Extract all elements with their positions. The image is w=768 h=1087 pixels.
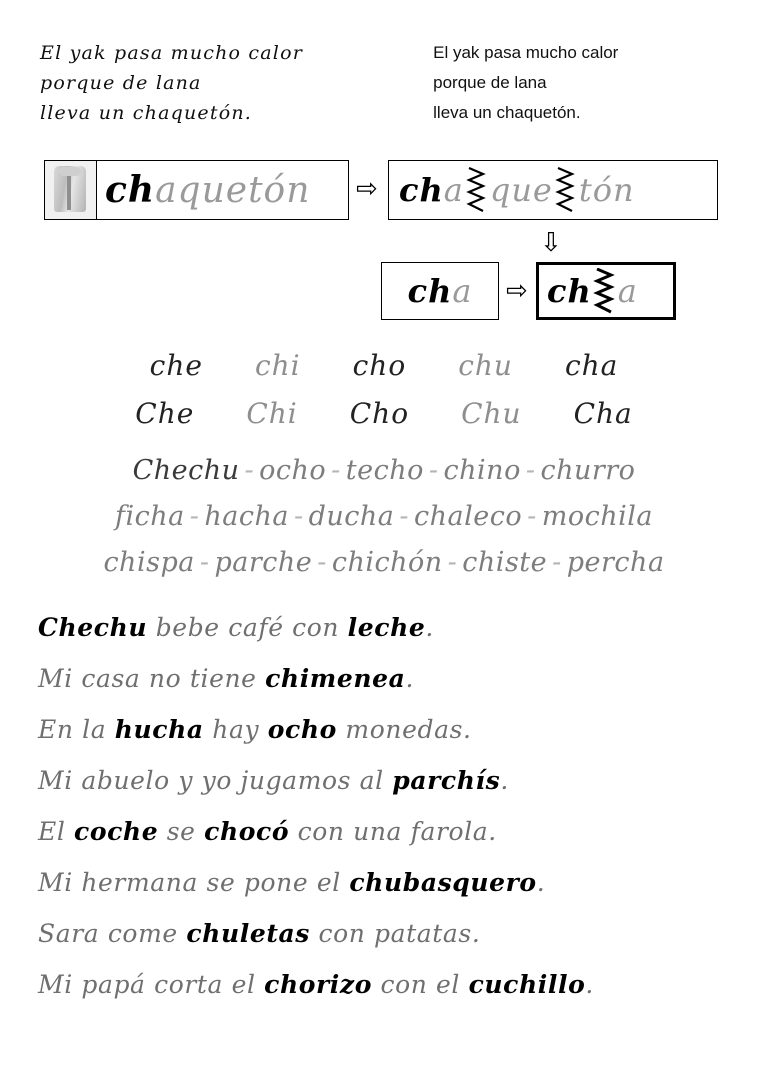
split-part1-bold: ch: [399, 171, 444, 209]
sentence-line: [38, 959, 768, 1010]
sentence-text: .: [536, 868, 546, 897]
sentence-text: Mi hermana se pone el: [38, 868, 350, 897]
syllable-lower-2: cho: [352, 349, 407, 382]
syllable-upper-4: Cha: [573, 397, 633, 430]
word-1-0: Chechu: [132, 455, 240, 486]
word-box: [44, 160, 349, 220]
word-2-0: ficha: [115, 501, 185, 532]
word-list-row-1: [0, 448, 768, 494]
syllable-upper-1: Chi: [246, 397, 298, 430]
sentence-text: Mi papá corta el: [38, 970, 265, 999]
sentence-bold-word: cuchillo: [468, 970, 586, 999]
sep: -: [525, 455, 536, 486]
word-1-1: ocho: [259, 455, 327, 486]
zigzag-cut-icon-1: [465, 167, 489, 213]
sentence-text: El: [38, 817, 74, 846]
sentence-text: .: [500, 766, 509, 795]
sentence-bold-word: chocó: [204, 817, 290, 846]
word-1-3: chino: [443, 455, 521, 486]
sentence-bold-word: Chechu: [38, 613, 148, 642]
syllable-row-lower: [0, 342, 768, 390]
letter-box: [536, 262, 676, 320]
letter-bold: ch: [547, 272, 592, 310]
syllable-row-upper: [0, 390, 768, 438]
syllable-upper-0: Che: [135, 397, 195, 430]
cursive-line-1: El yak pasa mucho calor: [40, 42, 303, 64]
syllable-box: [381, 262, 499, 320]
word-3-0: chispa: [103, 547, 195, 578]
word-1-4: churro: [540, 455, 636, 486]
word-3-4: percha: [566, 547, 665, 578]
sep: -: [331, 455, 341, 486]
word-bold: ch: [105, 169, 156, 211]
arrow-right-icon-1: ⇨: [356, 174, 378, 204]
sentence-line: [38, 755, 768, 806]
syllable-rows: [0, 342, 768, 438]
sentence-line: [38, 704, 768, 755]
word-2-2: ducha: [308, 501, 395, 532]
print-line-1: El yak pasa mucho calor: [433, 43, 619, 62]
arrow-down-icon: ⇩: [540, 228, 562, 258]
jacket-photo: [45, 161, 97, 219]
word-2-1: hacha: [204, 501, 289, 532]
word-decomposition-diagram: [0, 150, 768, 330]
word-3-1: parche: [214, 547, 313, 578]
print-sentence-block: [433, 38, 728, 128]
sep: -: [399, 501, 410, 532]
syllable-bold: ch: [407, 272, 453, 310]
header-sentences: [0, 0, 768, 128]
word-rest: aquetón: [155, 170, 311, 211]
sentence-text: .: [425, 613, 434, 642]
sentence-bold-word: chimenea: [265, 664, 406, 693]
word-3-2: chichón: [331, 547, 443, 578]
word-3-3: chiste: [462, 547, 548, 578]
sentence-bold-word: chuletas: [186, 919, 310, 948]
sentence-line: [38, 806, 768, 857]
word-list-row-2: [0, 494, 768, 540]
sep: -: [317, 547, 327, 578]
sentence-text: monedas.: [336, 715, 472, 744]
sentence-text: .: [585, 970, 594, 999]
sentence-line: [38, 602, 768, 653]
print-line-2: porque de lana: [433, 73, 547, 92]
sentence-bold-word: chorizo: [264, 970, 372, 999]
sentence-text: Mi abuelo y yo jugamos al: [38, 766, 393, 795]
syllable-rest: a: [452, 272, 473, 310]
arrow-right-icon-2: ⇨: [506, 276, 528, 306]
split-part2: que: [489, 171, 553, 209]
print-line-3: lleva un chaquetón.: [433, 103, 581, 122]
split-text: [399, 167, 635, 213]
sep: -: [447, 547, 458, 578]
split-part1-rest: a: [443, 171, 464, 209]
sentence-bold-word: coche: [74, 817, 159, 846]
sentence-text: con patatas.: [309, 919, 481, 948]
sentence-list: [0, 602, 768, 1010]
syllable-lower-0: che: [149, 349, 203, 382]
sentence-text: En la: [38, 715, 115, 744]
cursive-line-3: lleva un chaquetón.: [40, 102, 253, 124]
word-2-3: chaleco: [414, 501, 523, 532]
sep: -: [428, 455, 439, 486]
word-text: [97, 169, 310, 211]
syllable-lower-4: cha: [564, 349, 619, 382]
sep: -: [293, 501, 304, 532]
jacket-icon: [54, 166, 86, 212]
syllable-upper-2: Cho: [349, 397, 410, 430]
sentence-text: Mi casa no tiene: [38, 664, 266, 693]
sep: -: [189, 501, 200, 532]
letter-text: [547, 268, 638, 314]
sentence-text: con una farola.: [289, 817, 497, 846]
zigzag-cut-icon-3: [593, 268, 617, 314]
sentence-line: [38, 857, 768, 908]
syllable-lower-3: chu: [458, 349, 513, 382]
sentence-bold-word: ocho: [267, 715, 337, 744]
sentence-text: se: [158, 817, 205, 846]
letter-rest: a: [617, 272, 638, 310]
sentence-bold-word: leche: [347, 613, 426, 642]
syllable-text: [408, 272, 473, 310]
split-box: [388, 160, 718, 220]
sentence-text: .: [405, 664, 414, 693]
word-list-row-3: [0, 540, 768, 586]
split-part3: tón: [578, 171, 635, 209]
sep: -: [199, 547, 210, 578]
sep: -: [527, 501, 537, 532]
sentence-text: bebe café con: [147, 613, 348, 642]
sentence-line: [38, 908, 768, 959]
cursive-sentence-block: [40, 38, 433, 128]
syllable-lower-1: chi: [254, 349, 301, 382]
sep: -: [552, 547, 562, 578]
sentence-text: hay: [203, 715, 268, 744]
sentence-bold-word: chubasquero: [349, 868, 537, 897]
zigzag-cut-icon-2: [554, 167, 578, 213]
sep: -: [244, 455, 255, 486]
word-lists: [0, 448, 768, 586]
word-1-2: techo: [345, 455, 424, 486]
word-2-4: mochila: [541, 501, 653, 532]
sentence-text: con el: [371, 970, 469, 999]
syllable-upper-3: Chu: [461, 397, 522, 430]
sentence-line: [38, 653, 768, 704]
sentence-bold-word: parchís: [392, 766, 501, 795]
sentence-bold-word: hucha: [114, 715, 204, 744]
sentence-text: Sara come: [38, 919, 187, 948]
cursive-line-2: porque de lana: [40, 72, 202, 94]
